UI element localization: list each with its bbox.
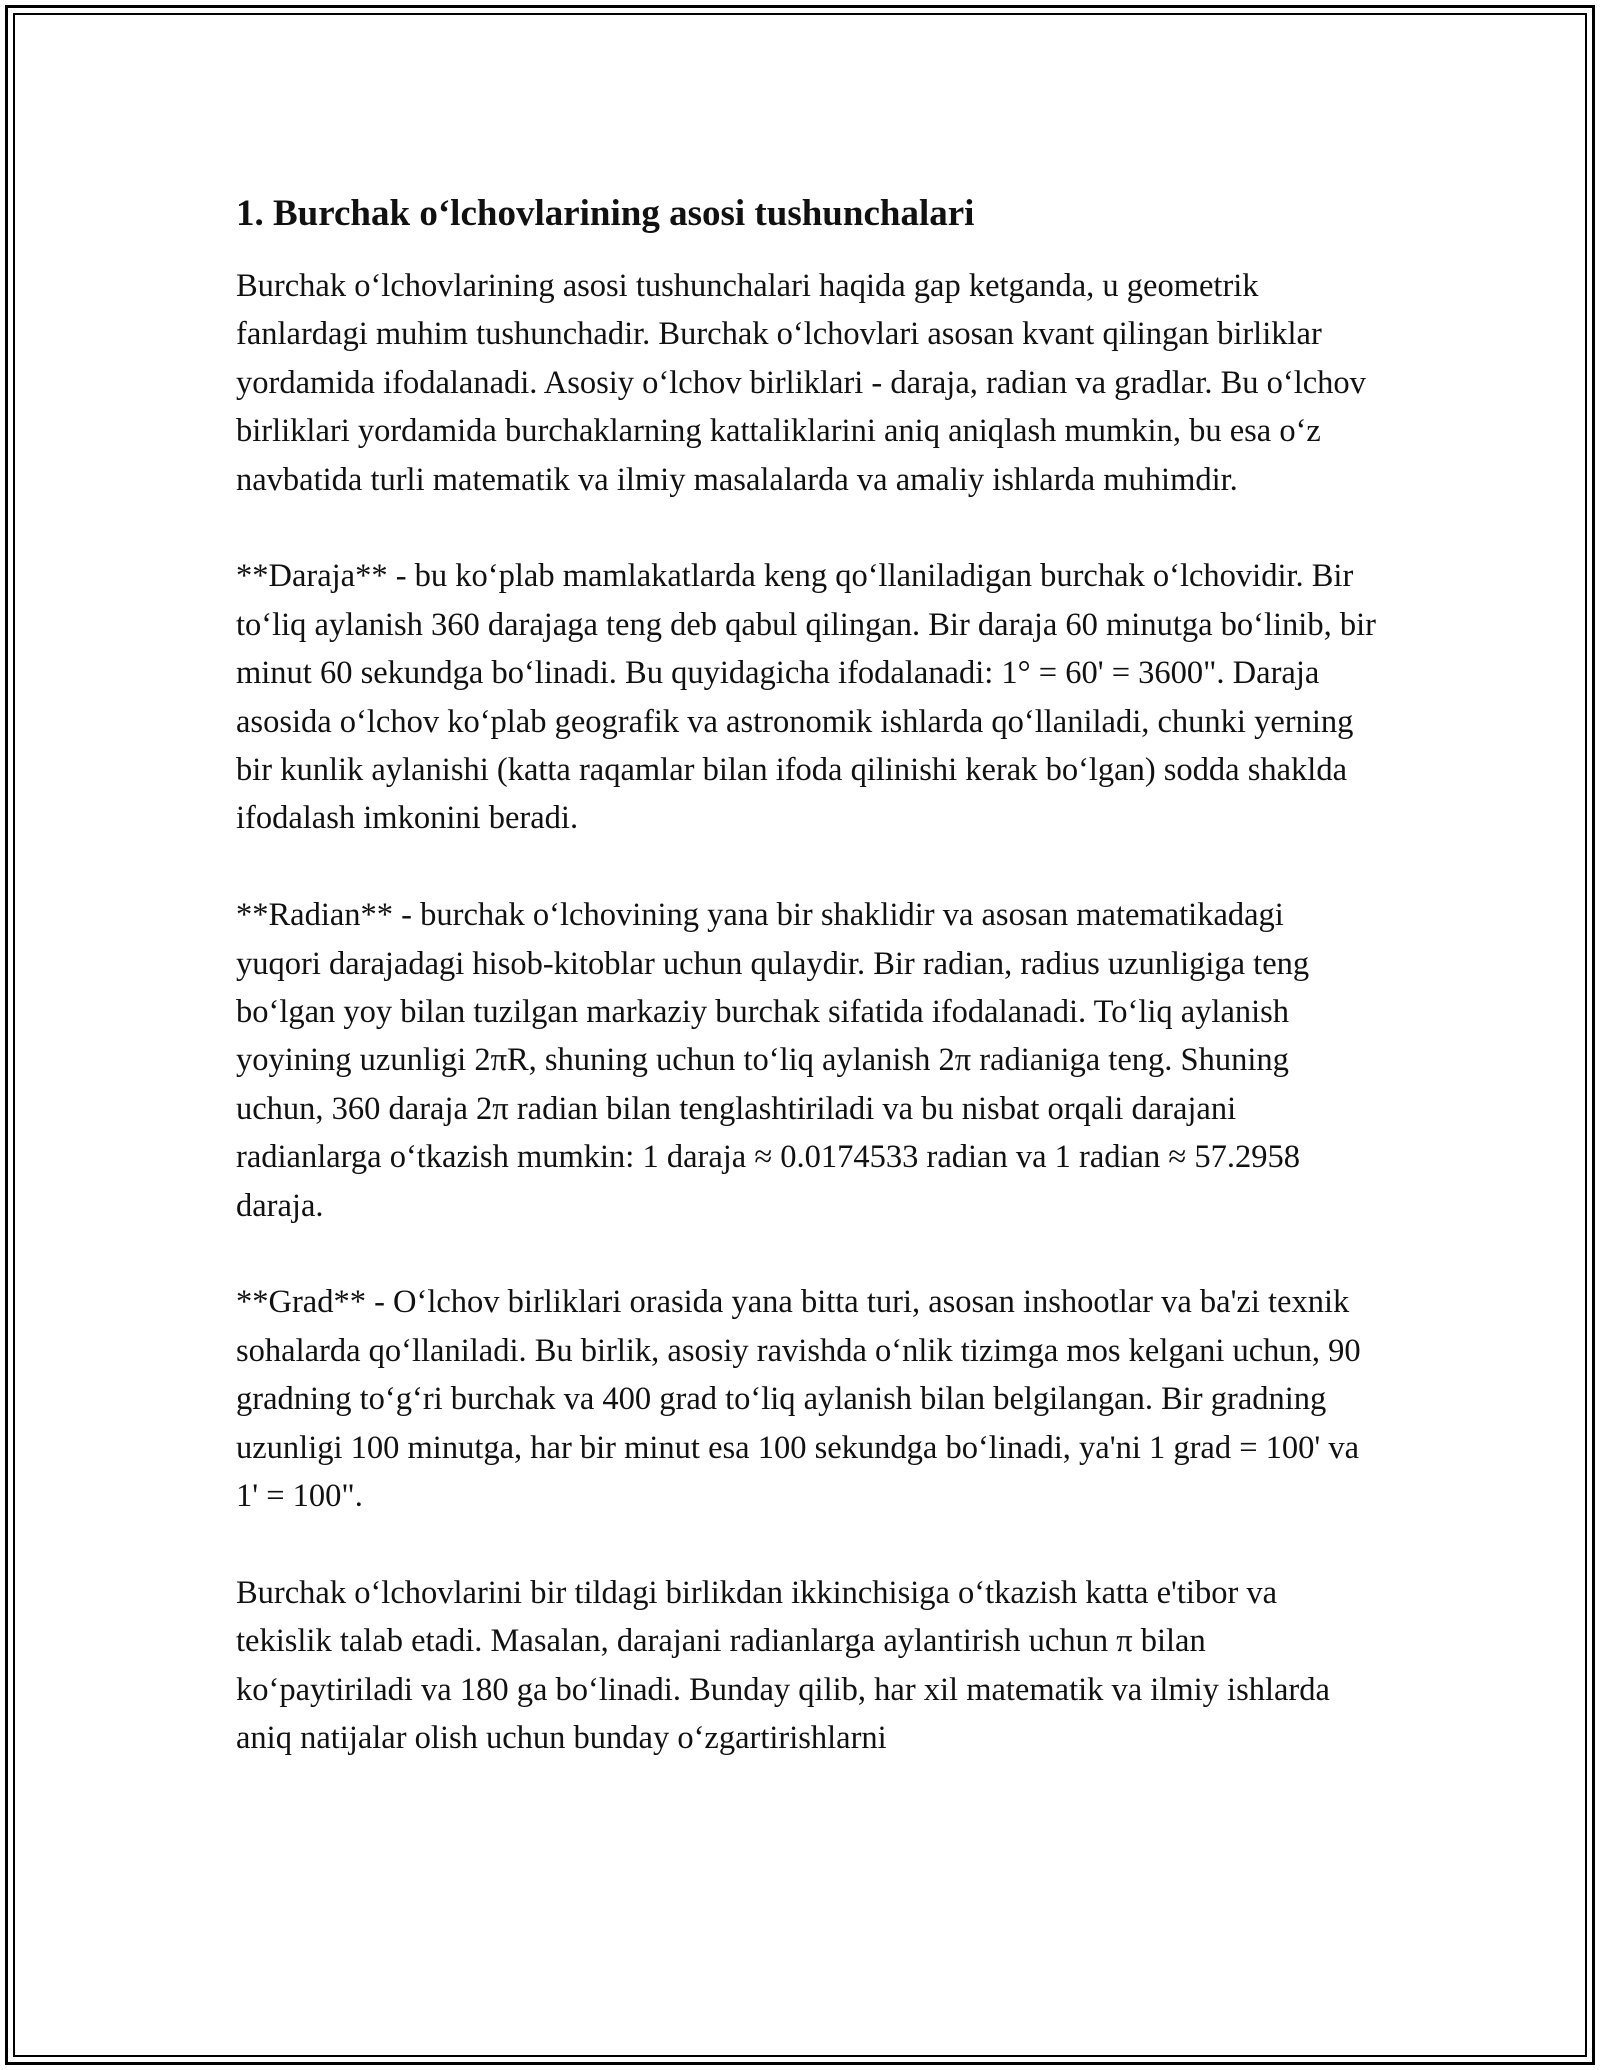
paragraph-intro: Burchak oʻlchovlarining asosi tushunchalari haqida gap ketganda, u geometrik fanlardagi muhim tushunchadir. Burchak oʻlchovlari asosan kvant qilingan birliklar yordamida ifodalanadi. Asosiy oʻlchov birliklari - daraja, radian va gradlar. Bu oʻlchov birliklari yordamida burchaklarning kattaliklarini aniq aniqlash mumkin, bu esa oʻz navbatida turli matematik va ilmiy masalalarda va amaliy ishlarda muhimdir. bbox=[236, 268, 1366, 498]
document-body bbox=[236, 190, 1376, 1811]
paragraph-grad: **Grad** - Oʻlchov birliklari orasida yana bitta turi, asosan inshootlar va ba'zi texnik sohalarda qoʻllaniladi. Bu birlik, asosiy ravishda oʻnlik tizimga mos kelgani uchun, 90 gradning toʻgʻri burchak va 400 grad toʻliq aylanish bilan belgilangan. Bir gradning uzunligi 100 minutga, har bir minut esa 100 sekundga boʻlinadi, ya'ni 1 grad = 100' va 1' = 100". bbox=[236, 1284, 1361, 1515]
paragraph-daraja: **Daraja** - bu koʻplab mamlakatlarda keng qoʻllaniladigan burchak oʻlchovidir. Bir toʻliq aylanish 360 darajaga teng deb qabul qilingan. Bir daraja 60 minutga boʻlinib, bir minut 60 sekundga boʻlinadi. Bu quyidagicha ifodalanadi: 1° = 60' = 3600". Daraja asosida oʻlchov koʻplab geografik va astronomik ishlarda qoʻllaniladi, chunki yerning bir kunlik aylanishi (katta raqamlar bilan ifoda qilinishi kerak boʻlgan) sodda shakldа ifodalash imkonini beradi. bbox=[236, 558, 1376, 837]
paragraph-conversion: Burchak oʻlchovlarini bir tildagi birlikdan ikkinchisiga oʻtkazish katta e'tibor va tekislik talab etadi. Masalan, darajani radianlarga aylantirish uchun π bilan koʻpaytiriladi va 180 ga boʻlinadi. Bunday qilib, har xil matematik va ilmiy ishlarda aniq natijalar olish uchun bunday oʻzgartirishlarni bbox=[236, 1574, 1330, 1757]
section-heading: 1. Burchak oʻlchovlarining asosi tushunchalari bbox=[236, 193, 975, 234]
paragraph-radian: **Radian** - burchak oʻlchovining yana bir shaklidir va asosan matematikadagi yuqori darajadagi hisob-kitoblar uchun qulaydir. Bir radian, radius uzunligiga teng boʻlgan yoy bilan tuzilgan markaziy burchak sifatida ifodalanadi. Toʻliq aylanish yoyining uzunligi 2πR, shuning uchun toʻliq aylanish 2π radianiga teng. Shuning uchun, 360 daraja 2π radian bilan tenglashtiriladi va bu nisbat orqali darajani radianlarga oʻtkazish mumkin: 1 daraja ≈ 0.0174533 radian va 1 radian ≈ 57.2958 daraja. bbox=[236, 897, 1310, 1224]
